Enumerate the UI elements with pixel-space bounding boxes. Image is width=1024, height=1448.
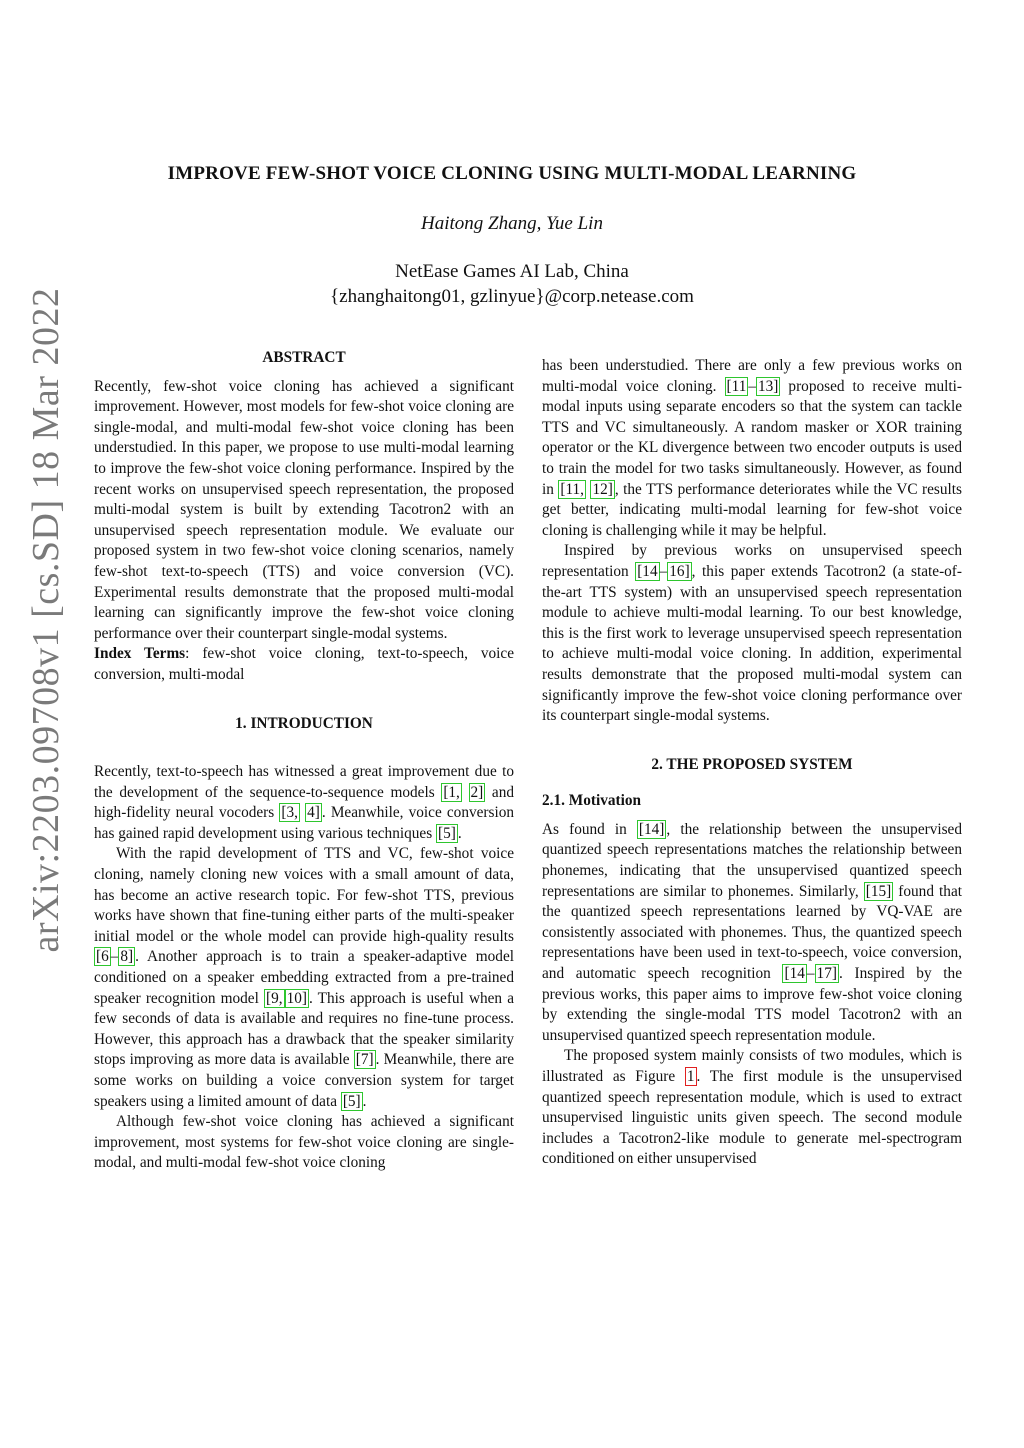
citation-link[interactable]: 12] bbox=[592, 480, 613, 498]
text-run: As found in bbox=[542, 820, 637, 838]
arxiv-identifier: arXiv:2203.09708v1 [cs.SD] 18 Mar 2022 bbox=[25, 287, 67, 953]
text-run: , the TTS performance deteriorates while the VC results get better, indicating multi-modal learning for few-shot voice cloning is challenging while it may be helpful. bbox=[542, 480, 962, 539]
citation-link[interactable]: [9, bbox=[265, 989, 283, 1007]
citation-link[interactable]: [5] bbox=[437, 824, 456, 842]
citation-link[interactable]: 16] bbox=[669, 562, 690, 580]
subsection-2-1-heading: 2.1. Motivation bbox=[542, 792, 641, 810]
right-paragraph-1: has been understudied. There are only a few previous works on multi-modal voice cloning. [11 – 13] proposed to receive multi-modal inputs using separate encoders so that the system can tackle TTS and VC simultaneously. A random masker or XOR training operator or the KL divergence between two encoder outputs is used to train the model for two tasks simultaneously. However, as found in [11, 12] , the TTS performance deteriorates while the VC results get better, indicating multi-modal learning for few-shot voice cloning is challenging while it may be helpful. bbox=[542, 357, 962, 539]
right-paragraph-2: Inspired by previous works on unsupervised speech representation [14 – 16] , this paper extends Tacotron2 (a state-of-the-art TTS system) with an unsupervised speech representation module to achieve multi-modal learning. To our best knowledge, this is the first work to leverage unsupervised speech representation to achieve multi-modal voice cloning. In addition, experimental results demonstrate that the proposed multi-modal system can significantly improve the few-shot voice cloning performance over its counterpart single-modal systems. bbox=[542, 542, 962, 725]
text-run: and high-fidelity neural vocoders bbox=[94, 783, 514, 822]
text-run: Inspired by previous works on unsupervised speech representation bbox=[542, 542, 962, 580]
citation-link[interactable]: [14 bbox=[784, 965, 805, 983]
index-terms-label: Index Terms bbox=[94, 645, 186, 663]
text-run: Recently, text-to-speech has witnessed a great improvement due to the development of the sequence-to-sequence models bbox=[94, 763, 514, 801]
section-2-heading: 2. THE PROPOSED SYSTEM bbox=[651, 755, 853, 773]
intro-heading: 1. INTRODUCTION bbox=[235, 714, 373, 732]
citation-link[interactable]: [6 bbox=[96, 948, 109, 966]
citation-link[interactable]: [14 bbox=[637, 562, 658, 580]
abstract-text: Recently, few-shot voice cloning has achieved a significant improvement. However, most models for few-shot voice cloning are single-modal, and multi-modal few-shot voice cloning has been understudied. In this paper, we propose to use multi-modal learning to improve the few-shot voice cloning performance. Inspired by the recent works on unsupervised speech representation, the proposed multi-modal system is built by extending Tacotron2 with an unsupervised speech representation module. We evaluate our proposed system in two few-shot voice cloning scenarios, namely few-shot text-to-speech (TTS) and voice conversion (VC). Experimental results demonstrate that the proposed multi-modal learning can significantly improve the few-shot voice cloning performance over their counterpart single-modal systems. bbox=[94, 377, 514, 642]
text-run: . Another approach is to train a speaker-adaptive model conditioned on a speaker embedding extracted from a pre-trained speaker recognition model bbox=[94, 948, 514, 1007]
abstract-heading: ABSTRACT bbox=[262, 349, 346, 366]
citation-link[interactable]: 17] bbox=[816, 965, 837, 983]
paper-authors: Haitong Zhang, Yue Lin bbox=[421, 213, 603, 234]
citation-link[interactable]: [7] bbox=[355, 1051, 374, 1069]
text-run: . bbox=[362, 1092, 367, 1110]
paper-title: IMPROVE FEW-SHOT VOICE CLONING USING MULTI-MODAL LEARNING bbox=[167, 163, 857, 184]
text-run: . Meanwhile, there are some works on building a voice conversion system for target speakers using a limited amount of data bbox=[94, 1051, 515, 1110]
text-run: found that the quantized speech representations learned by VQ-VAE are consistently associated with phonemes. Thus, the quantized speech representations have been used in text-to-speech, voice conversion, and automatic speech recognition bbox=[542, 882, 962, 983]
citation-link[interactable]: [1, bbox=[443, 783, 460, 801]
figure-link[interactable]: 1 bbox=[686, 1068, 695, 1085]
citation-link[interactable]: 13] bbox=[758, 377, 779, 395]
index-terms-list: : few-shot voice cloning, text-to-speech, voice conversion, multi-modal bbox=[94, 645, 514, 683]
arxiv-sidebar bbox=[22, 180, 70, 1060]
citation-link[interactable]: [5] bbox=[342, 1092, 361, 1110]
text-run: . Inspired by the previous works, this paper aims to improve few-shot voice cloning by extending the single-modal TTS model Tacotron2 with an unsupervised quantized speech representation module. bbox=[542, 965, 962, 1044]
citation-link[interactable]: 10] bbox=[286, 989, 307, 1007]
text-run: , this paper extends Tacotron2 (a state-of-the-art TTS system) with an unsupervised speech representation module to achieve multi-modal learning. To our best knowledge, this is the first work to leverage unsupervised speech representation to achieve multi-modal voice cloning. In addition, experimental results demonstrate that the proposed multi-modal system can significantly improve the few-shot voice cloning performance over its counterpart single-modal systems. bbox=[542, 562, 962, 725]
citation-link[interactable]: [11 bbox=[726, 377, 747, 395]
intro-paragraph-1 bbox=[94, 762, 514, 844]
citation-link[interactable]: [11, bbox=[560, 480, 584, 498]
author-emails: {zhanghaitong01, gzlinyue}@corp.netease.com bbox=[330, 286, 694, 307]
text-run: With the rapid development of TTS and VC, few-shot voice cloning, namely cloning new voices with a small amount of data, has become an active research topic. For few-shot TTS, previous works have shown that fine-tuning either parts of the multi-speaker initial model or the whole model can provide high-quality results bbox=[94, 845, 514, 945]
text-run: . The first module is the unsupervised quantized speech representation module, which is used to extract unsupervised linguistic units given speech. The second module includes a Tacotron2-like module to generate mel-spectrogram conditioned on either unsupervised bbox=[542, 1068, 962, 1168]
intro-paragraph-2: With the rapid development of TTS and VC, few-shot voice cloning, namely cloning new voices with a small amount of data, has become an active research topic. For few-shot TTS, previous works have shown that fine-tuning either parts of the multi-speaker initial model or the whole model can provide high-quality results [6 – 8] . Another approach is to train a speaker-adaptive model conditioned on a speaker embedding extracted from a pre-trained speaker recognition model [9, 10] . This approach is useful when a few seconds of data is available and requires no fine-tune process. However, this approach has a drawback that the speaker similarity stops improving as more data is available [7] . Meanwhile, there are some works on building a voice conversion system for target speakers using a limited amount of data [5] . bbox=[94, 845, 515, 1110]
citation-link[interactable]: 2] bbox=[470, 783, 484, 801]
citation-link[interactable]: 8] bbox=[120, 948, 134, 966]
citation-link[interactable]: [14] bbox=[638, 820, 665, 838]
intro-paragraph-3: Although few-shot voice cloning has achieved a significant improvement, most systems for few-shot voice cloning are single-modal, and multi-modal few-shot voice cloning bbox=[94, 1113, 514, 1172]
motivation-paragraph-2 bbox=[542, 1046, 962, 1170]
citation-link[interactable]: [3, bbox=[281, 804, 298, 822]
citation-link[interactable]: [15] bbox=[865, 882, 892, 900]
affiliation: NetEase Games AI Lab, China bbox=[395, 261, 629, 282]
text-run: . Meanwhile, voice conversion has gained rapid development using various techniques bbox=[94, 804, 514, 842]
text-run: The proposed system mainly consists of two modules, which is illustrated as Figure bbox=[542, 1047, 962, 1085]
text-run: , the relationship between the unsupervised quantized speech representations matches the relationship between phonemes, indicating that the unsupervised quantized speech representations are similar to phonemes. Similarly, bbox=[542, 820, 962, 900]
motivation-paragraph-1: As found in [14] , the relationship between the unsupervised quantized speech representations matches the relationship between phonemes, indicating that the unsupervised quantized speech representations are similar to phonemes. Similarly, [15] found that the quantized speech representations learned by VQ-VAE are consistently associated with phonemes. Thus, the quantized speech representations have been used in text-to-speech, voice conversion, and automatic speech recognition [14 – 17] . Inspired by the previous works, this paper aims to improve few-shot voice cloning by extending the single-modal TTS model Tacotron2 with an unsupervised quantized speech representation module. bbox=[542, 820, 962, 1044]
index-terms bbox=[94, 644, 514, 685]
citation-link[interactable]: 4] bbox=[307, 804, 320, 822]
left-column bbox=[94, 348, 514, 1174]
right-column bbox=[542, 356, 962, 1170]
text-run: proposed to receive multi-modal inputs using separate encoders so that the system can tackle TTS and VC simultaneously. A random masker or XOR training operator or the KL divergence between two encoder outputs is used to train the model for two tasks simultaneously. However, as found in bbox=[542, 377, 962, 498]
text-run: . bbox=[457, 824, 462, 842]
text-run: has been understudied. There are only a few previous works on multi-modal voice cloning. bbox=[542, 357, 962, 395]
text-run: . This approach is useful when a few seconds of data is available and requires no fine-tune process. However, this approach has a drawback that the speaker similarity stops improving as more data is available bbox=[94, 989, 514, 1069]
